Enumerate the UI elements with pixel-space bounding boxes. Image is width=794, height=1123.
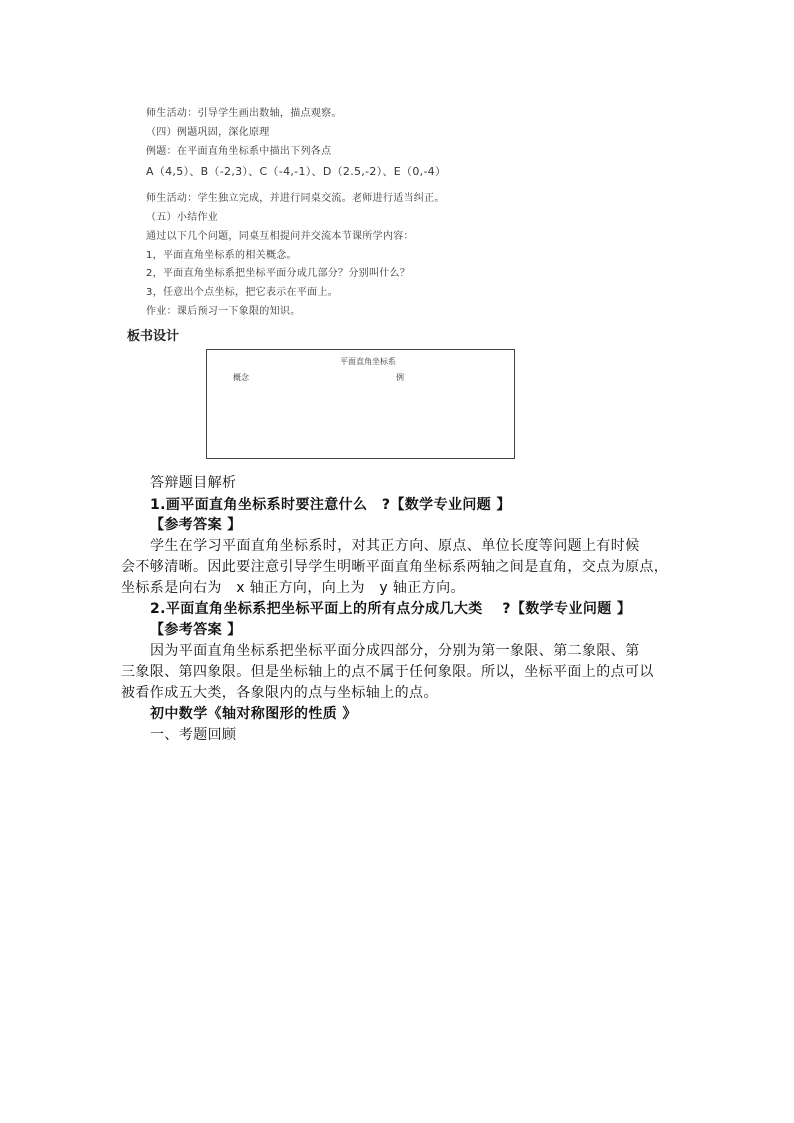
- answer-1-line: 坐标系是向右为 x 轴正方向，向上为 y 轴正方向。: [121, 580, 465, 596]
- board-title: 平面直角坐标系: [340, 357, 396, 366]
- board-design-box: [206, 349, 515, 459]
- list-item: 1，平面直角坐标系的相关概念。: [146, 250, 297, 261]
- answer-1-line: 会不够清晰。因此要注意引导学生明晰平面直角坐标系两轴之间是直角，交点为原点，: [121, 559, 669, 575]
- qa-section-title: 答辩题目解析: [150, 475, 237, 491]
- next-lesson-title: 初中数学《轴对称图形的性质 》: [150, 706, 357, 722]
- reference-answer-label: 【参考答案 】: [150, 517, 242, 533]
- text-line: 师生活动：学生独立完成，并进行同桌交流。老师进行适当纠正。: [146, 193, 445, 204]
- question-2: 2.平面直角坐标系把坐标平面上的所有点分成几大类 ?【数学专业问题 】: [150, 601, 632, 617]
- section-heading: （四）例题巩固，深化原理: [146, 127, 270, 138]
- board-right-label: 例: [396, 373, 404, 382]
- text-line: 例题：在平面直角坐标系中描出下列各点: [146, 146, 332, 157]
- text-line: 通过以下几个问题，同桌互相提问并交流本节课所学内容：: [146, 231, 414, 242]
- board-left-label: 概念: [233, 373, 249, 382]
- question-1: 1.画平面直角坐标系时要注意什么 ?【数学专业问题 】: [150, 497, 511, 513]
- answer-2-line: 因为平面直角坐标系把坐标平面分成四部分，分别为第一象限、第二象限、第: [150, 643, 640, 659]
- board-design-heading: 板书设计: [127, 329, 180, 344]
- example-points: A（4,5）、B（-2,3）、C（-4,-1）、D（2.5,-2）、E（0,-4）: [146, 165, 447, 178]
- answer-1-line: 学生在学习平面直角坐标系时，对其正方向、原点、单位长度等问题上有时候: [150, 538, 640, 554]
- answer-2-line: 三象限、第四象限。但是坐标轴上的点不属于任何象限。所以，坐标平面上的点可以: [121, 664, 654, 680]
- section-heading: （五）小结作业: [146, 212, 219, 223]
- list-item: 2，平面直角坐标系把坐标平面分成几部分？分别叫什么？: [146, 268, 411, 279]
- list-item: 3，任意出个点坐标，把它表示在平面上。: [146, 287, 339, 298]
- reference-answer-label: 【参考答案 】: [150, 622, 242, 638]
- answer-2-line: 被看作成五大类，各象限内的点与坐标轴上的点。: [121, 685, 438, 701]
- next-lesson-subheading: 一、考题回顾: [150, 727, 237, 743]
- text-line: 作业：课后预习一下象限的知识。: [146, 306, 301, 317]
- text-line: 师生活动：引导学生画出数轴，描点观察。: [146, 108, 342, 119]
